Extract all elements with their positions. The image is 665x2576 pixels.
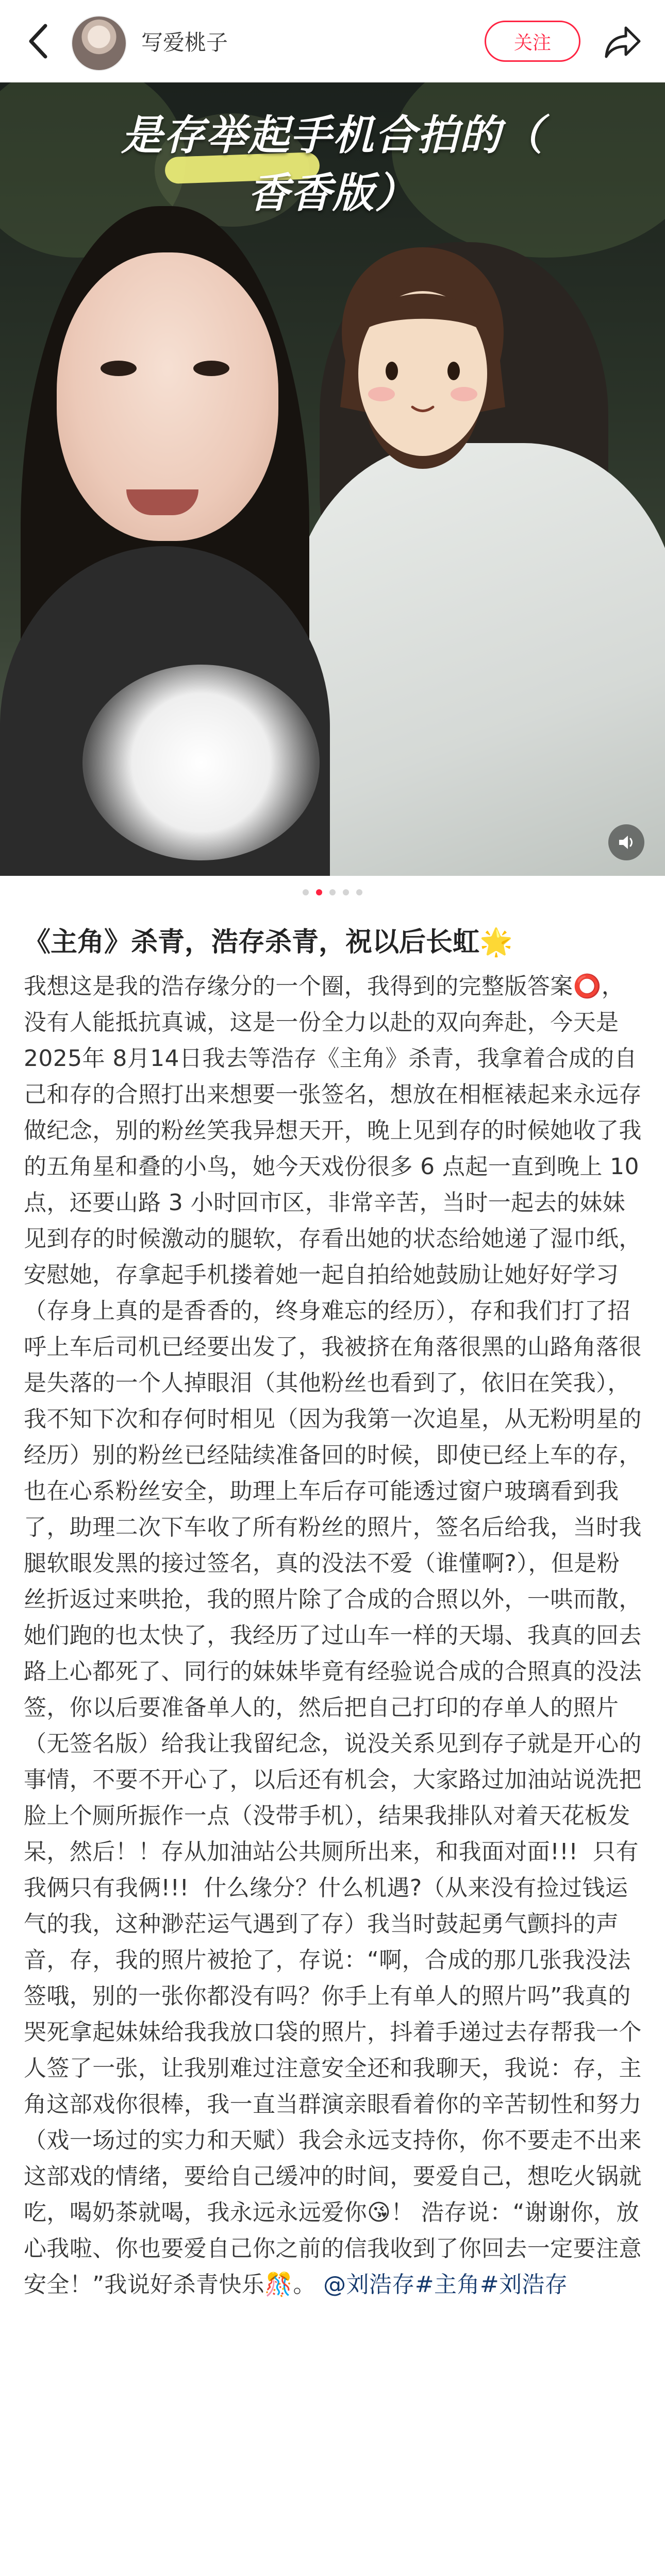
post-photo[interactable] [0, 82, 665, 876]
light-flare [82, 665, 320, 860]
post-body-text: 我想这是我的浩存缘分的一个圈，我得到的完整版答案⭕️，没有人能抵抗真诚，这是一份全力以赴的双向奔赴，今天是 2025年 8月14日我去等浩存《主角》杀青，我拿着合成的自己和存的合照打出来想要一张签名，想放在相框裱起来永远存做纪念，别的粉丝笑我异想天开，晚上见到存的时候她收了我的五角星和叠的小鸟，她今天戏份很多 6 点起一直到晚上 10 点，还要山路 3 小时回市区，非常辛苦，当时一起去的妹妹见到存的时候激动的腿软，存看出她的状态给她递了湿巾纸，安慰她，存拿起手机搂着她一起自拍给她鼓励让她好好学习（存身上真的是香香的，终身难忘的经历），存和我们打了招呼上车后司机已经要出发了，我被挤在角落很黑的山路角落很是失落的一个人掉眼泪（其他粉丝也看到了，依旧在笑我），我不知下次和存何时相见（因为我第一次追星，从无粉明星的经历）别的粉丝已经陆续准备回的时候，即使已经上车的存，也在心系粉丝安全，助理上车后存可能透过窗户玻璃看到我了，助理二次下车收了所有粉丝的照片，签名后给我，当时我腿软眼发黑的接过签名，真的没法不爱（谁懂啊?），但是粉丝折返过来哄抢，我的照片除了合成的合照以外，一哄而散，她们跑的也太快了，我经历了过山车一样的天塌、我真的回去路上心都死了、同行的妹妹毕竟有经验说合成的合照真的没法签，你以后要准备单人的，然后把自己打印的存单人的照片（无签名版）给我让我留纪念，说没关系见到存子就是开心的事情，不要不开心了，以后还有机会，大家路过加油站说洗把脸上个厕所振作一点（没带手机），结果我排队对着天花板发呆，然后！！存从加油站公共厕所出来，和我面对面!!! 只有我俩只有我俩!!! 什么缘分？什么机遇?（从来没有捡过钱运气的我，这种渺茫运气遇到了存）我当时鼓起勇气颤抖的声音，存，我的照片被抢了，存说：“啊，合成的那几张我没法签哦，别的一张你都没有吗？你手上有单人的照片吗”我真的哭死拿起妹妹给我我放口袋的照片，抖着手递过去存帮我一个人签了一张，让我别难过注意安全还和我聊天，我说：存，主角这部戏你很棒，我一直当群演亲眼看着你的辛苦韧性和努力（戏一场过的实力和天赋）我会永远支持你，你不要走不出来这部戏的情绪，要给自己缓冲的时间，要爱自己，想吃火锅就吃，喝奶茶就喝，我永远永远爱你😘！ 浩存说：“谢谢你，放心我啦、你也要爱自己你之前的信我收到了你回去一定要注意安全！”我说好杀青快乐🎊。 [24, 973, 647, 2298]
share-icon[interactable] [603, 24, 642, 60]
author-avatar[interactable] [71, 15, 127, 71]
friend-figure [289, 443, 665, 876]
page-dot[interactable] [303, 889, 309, 895]
photo-caption-line1: 是存举起手机合拍的（ [121, 111, 544, 159]
post-title: 《主角》杀青，浩存杀青，祝以后长虹🌟 [24, 927, 513, 958]
page-dot[interactable] [329, 889, 336, 895]
top-bar [0, 0, 665, 82]
cartoon-face-sticker [309, 237, 536, 479]
photo-caption-line2: 香香版） [248, 169, 417, 217]
page-dot[interactable] [356, 889, 362, 895]
hashtag-link[interactable]: 刘浩存 [499, 2272, 568, 2298]
follow-button[interactable]: 关注 [485, 21, 580, 62]
post-body [24, 969, 647, 2303]
hashtag-link[interactable]: @刘浩存#主角# [323, 2272, 500, 2298]
page-dot-active[interactable] [316, 889, 322, 895]
image-pagination [0, 889, 665, 900]
back-arrow-icon[interactable] [24, 21, 55, 62]
page-dot[interactable] [343, 889, 349, 895]
sound-toggle-button[interactable] [608, 824, 644, 860]
author-name[interactable]: 写爱桃子 [141, 30, 228, 55]
speaker-icon [616, 832, 637, 853]
